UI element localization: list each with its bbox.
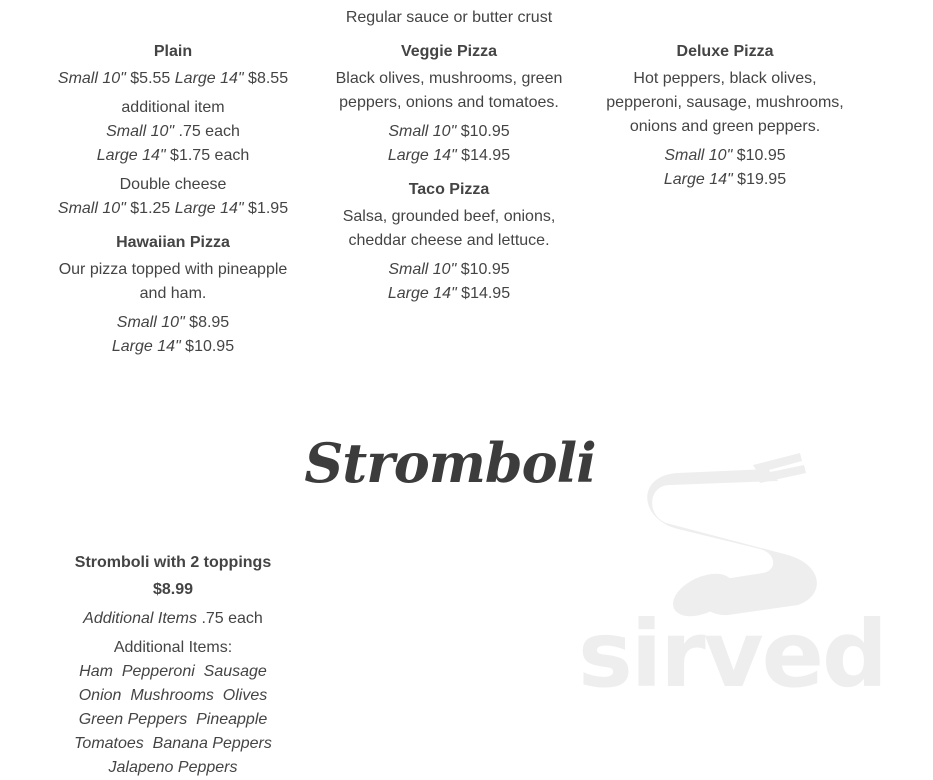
price-line [324,282,574,306]
menu-item-deluxe [600,40,850,192]
size-label: Large 14" [387,147,457,164]
size-label: Large 14" [96,147,166,164]
size-label: Small 10" [106,123,175,140]
price: $19.95 [732,171,787,188]
price-line [48,120,298,144]
price: $14.95 [456,147,511,164]
price-line [48,144,298,168]
section-heading-stromboli: Stromboli [304,431,596,495]
price: $10.95 [180,338,235,355]
price: $8.95 [184,314,230,331]
price: $14.95 [456,285,511,302]
toppings-line: Ham Pepperoni Sausage [79,663,267,680]
toppings-line: Green Peppers Pineapple [78,711,268,728]
price: $10.95 [456,261,510,278]
price: $10.95 [456,123,510,140]
item-description: Salsa, grounded beef, onions, cheddar cheese and lettuce. [342,208,556,249]
crust-note: Regular sauce or butter crust [345,9,553,26]
item-title: Stromboli with 2 toppings [74,554,272,571]
menu-item-stromboli [48,551,298,780]
size-label: Small 10" [57,200,126,217]
size-label: Large 14" [663,171,733,188]
size-label: Small 10" [388,261,457,278]
additional-items-label: Additional Items [83,610,197,627]
menu-item-veggie [324,40,574,168]
item-title: Taco Pizza [408,181,490,198]
size-label: Small 10" [388,123,457,140]
item-description: Black olives, mushrooms, green peppers, onions and tomatoes. [335,70,563,111]
price-line [324,258,574,282]
size-label: Small 10" [57,70,126,87]
price: $10.95 [732,147,786,164]
menu-column-3 [600,40,850,202]
menu-item-taco [324,178,574,306]
price-line [48,197,298,221]
menu-item-double-cheese [48,173,298,221]
additional-items-price [48,607,298,631]
price: $5.55 [125,70,175,87]
size-label: Large 14" [174,200,244,217]
item-title: Hawaiian Pizza [116,234,230,251]
item-title: Deluxe Pizza [676,43,774,60]
size-label: Large 14" [387,285,457,302]
size-label: Large 14" [174,70,244,87]
additional-label: additional item [121,99,225,116]
price-line [48,67,298,91]
price: $1.95 [243,200,289,217]
price: .75 each [174,123,240,140]
menu-column-1 [48,40,298,369]
size-label: Large 14" [111,338,181,355]
size-label: Small 10" [664,147,733,164]
price-line [324,120,574,144]
double-cheese-label: Double cheese [119,176,227,193]
item-title: Veggie Pizza [400,43,498,60]
sirved-watermark-text: sirved [578,601,886,708]
price-line [48,335,298,359]
price-line [600,168,850,192]
menu-item-plain [48,40,298,91]
menu-item-hawaiian [48,231,298,359]
toppings-line: Tomatoes Banana Peppers [74,735,272,752]
price: $8.55 [243,70,289,87]
additional-items-heading: Additional Items: [113,639,233,656]
toppings-line: Onion Mushrooms Olives [78,687,268,704]
menu-column-2 [324,40,574,316]
price-line [48,311,298,335]
price-line [324,144,574,168]
price: $1.25 [125,200,175,217]
toppings-line: Jalapeno Peppers [108,759,238,776]
item-description: Hot peppers, black olives, pepperoni, sausage, mushrooms, onions and green peppers. [606,70,844,135]
menu-item-additional [48,96,298,168]
size-label: Small 10" [116,314,185,331]
price: .75 each [197,610,263,627]
price: $1.75 each [165,147,250,164]
item-title: Plain [153,43,193,60]
price-line [600,144,850,168]
item-price: $8.99 [152,581,194,598]
toppings-list [48,660,298,780]
item-description: Our pizza topped with pineapple and ham. [58,261,288,302]
